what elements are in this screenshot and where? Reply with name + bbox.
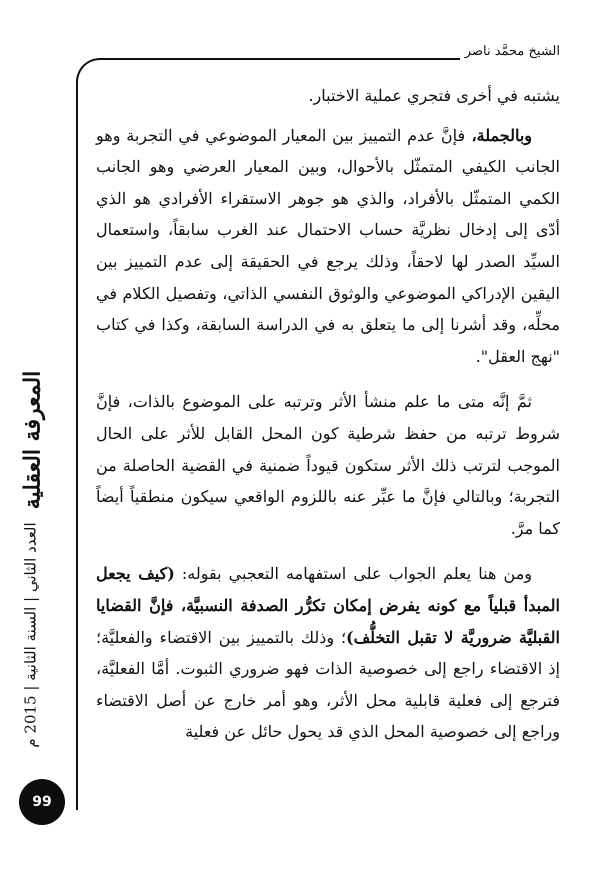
paragraph-2	[96, 120, 560, 373]
journal-title-vertical	[12, 370, 52, 510]
paragraph-4-text: ومن هنا يعلم الجواب على استفهامه التعجبي بقوله:	[174, 564, 533, 584]
issue-info-vertical	[8, 500, 54, 770]
paragraph-2-text: فإنَّ عدم التمييز بين المعيار الموضوعي في التجربة وهو الجانب الكيفي المتمثّل بالأحوال، وبين المعيار العرضي وهو الجانب الكمي المتمثّل بالأفراد، والذي هو جوهر الاستقراء الأفرادي هو الذي أدّى إلى إدخال نظريَّة حساب الاحتمال عند الغرب سابقاً، واستعمال السيِّد الصدر لها لاحقاً، وذلك يرجع في الحقيقة إلى عدم التمييز بين اليقين الإدراكي الموضوعي والوثوق النفسي الذاتي، وتفصيل الكلام في محلِّه، وقد أشرنا إلى ما يتعلق به في الدراسة السابقة، وكذا في كتاب "نهج العقل".	[96, 125, 560, 366]
author-name: الشيخ محمَّد ناصر	[464, 44, 560, 59]
frame-top-line	[100, 58, 460, 60]
paragraph-4	[96, 558, 560, 748]
article-body	[96, 80, 560, 762]
frame-left-line	[76, 80, 78, 810]
issue-info: العدد الثاني | السنة الثانية | 2015 م	[22, 522, 40, 748]
journal-title: المعرفة العقلية	[19, 370, 45, 510]
paragraph-2-lead: وبالجملة،	[465, 125, 532, 145]
paragraph-1-text: يشتبه في أخرى فتجري عملية الاختبار.	[308, 86, 560, 105]
page-number: 99	[32, 794, 52, 810]
paragraph-1	[96, 80, 560, 112]
paragraph-3	[96, 386, 560, 544]
paragraph-3-text: ثمَّ إنَّه متى ما علم منشأ الأثر وترتبه على الموضوع بالذات، فإنَّ شروط ترتبه من حفظ شرطية كون المحل القابل للأثر على الحال الموجب لترتب ذلك الأثر ستكون قيوداً ضمنية في القضية الحاصلة من التجربة؛ وبالتالي فإنَّ ما عبِّر عنه باللزوم الواقعي سيكون منطقياً أيضاً كما مرَّ.	[96, 392, 560, 538]
paragraph-4-quote: (كيف يجعل المبدأ قبلياً مع كونه يفرض إمكان تكرُّر الصدفة النسبيَّة، فإنَّ القضايا القبليَّة ضروريَّة لا تقبل التخلُّف)	[96, 564, 560, 647]
paragraph-4-tail: ؛ وذلك بالتمييز بين الاقتضاء والفعليَّة؛ إذ الاقتضاء راجع إلى خصوصية الذات فهو ضروري الثبوت. أمَّا الفعليَّة، فترجع إلى فعلية قابلية محل الأثر، وهو أمر خارج عن أصل الاقتضاء وراجع إلى خصوصية المحل الذي قد يحول حائل عن فعلية	[96, 627, 560, 742]
frame-corner	[76, 58, 102, 82]
page-number-badge	[19, 779, 65, 825]
